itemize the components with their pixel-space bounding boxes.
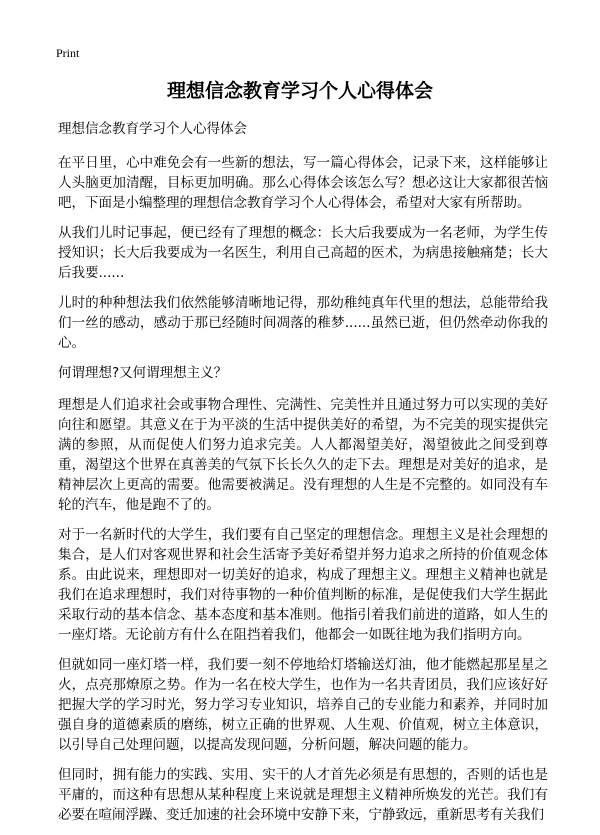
article-body — [58, 119, 548, 835]
print-link[interactable]: Print — [56, 46, 80, 60]
paragraph-memories: 儿时的种种想法我们依然能够清晰地记得，那幼稚纯真年代里的想法，总能带给我们一丝的感动，感动于那已经随时间凋落的稚梦......虽然已逝，但仍然牵动你我的心。 — [58, 295, 548, 351]
paragraph-lighthouse: 但就如同一座灯塔一样，我们要一刻不停地给灯塔输送灯油，他才能燃起那星星之火，点亮那燎原之势。作为一名在校大学生，也作为一名共青团员，我们应该好好把握大学的学习时光，努力学习专业知识，培养自己的专业能力和素养，并同时加强自身的道德素质的磨练，树立正确的世界观、人生观、价值观，树立主体意识，以引导自己处理问题，以提高发现问题，分析问题，解决问题的能力。 — [58, 657, 548, 753]
paragraph-childhood: 从我们儿时记事起，便已经有了理想的概念：长大后我要成为一名老师，为学生传授知识；长大后我要成为一名医生，利用自己高超的医术，为病患接触痛楚；长大后我要...... — [58, 225, 548, 281]
page-title: 理想信念教育学习个人心得体会 — [166, 80, 433, 102]
paragraph-definition: 理想是人们追求社会或事物合理性、完满性、完美性并且通过努力可以实现的美好向往和愿望。其意义在于为平淡的生活中提供美好的希望，为不完美的现实提供完满的参照，从而促使人们努力追求完美。人人都渴望美好，渴望彼此之间受到尊重，渴望这个世界在真善美的气氛下长长久久的走下去。理想是对美好的追求，是精神层次上更高的需要。他需要被满足。没有理想的人生是不完整的。如同没有车轮的汽车，他是跑不了的。 — [58, 397, 548, 513]
paragraph-ability: 但同时，拥有能力的实践、实用、实干的人才首先必须是有思想的，否则的话也是平庸的，而这种有思想从某种程度上来说就是理想主义精神所焕发的光芒。我们有必要在喧闹浮躁、变迁加速的社会环境中安静下来，宁静致远，重新思考有关我们 — [58, 767, 548, 823]
paragraph-idealism: 对于一名新时代的大学生，我们要有自己坚定的理想信念。理想主义是社会理想的集合，是人们对客观世界和社会生活寄予美好希望并努力追求之所持的价值观念体系。由此说来，理想即对一切美好的追求，构成了理想主义。理想主义精神也就是我们在追求理想时，我们对待事物的一种价值判断的标准，是促使我们大学生据此采取行动的基本信念、基本态度和基本准则。他指引着我们前进的道路，如人生的一座灯塔。无论前方有什么在阻挡着我们，他都会一如既往地为我们指明方向。 — [58, 527, 548, 643]
section-question: 何谓理想?又何谓理想主义？ — [58, 365, 228, 381]
article-subtitle: 理想信念教育学习个人心得体会 — [58, 121, 247, 137]
paragraph-intro: 在平日里，心中难免会有一些新的想法，写一篇心得体会，记录下来，这样能够让人头脑更加清醒，目标更加明确。那么心得体会该怎么写？想必这让大家都很苦恼吧，下面是小编整理的理想信念教育学习个人心得体会，希望对大家有所帮助。 — [58, 155, 548, 211]
